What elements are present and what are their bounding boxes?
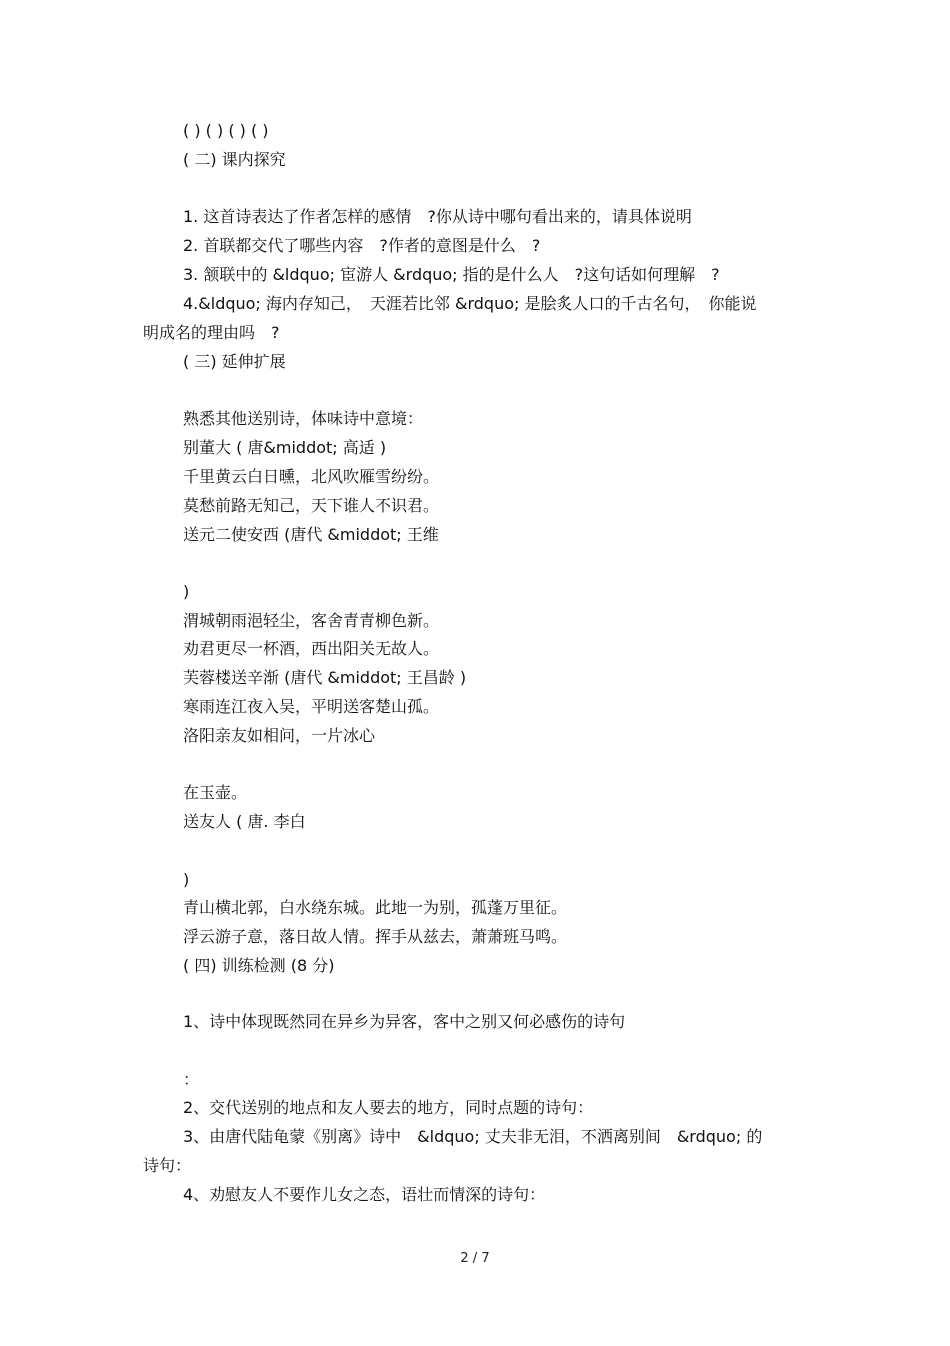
poem-4-title-close: )	[183, 870, 190, 889]
fill-blanks-line: ( ) ( ) ( ) ( )	[183, 121, 269, 140]
poem-2-title-close: )	[183, 582, 190, 601]
section-heading-extension: ( 三) 延伸扩展	[183, 352, 286, 371]
poem-3-line-2-continued: 在玉壶。	[183, 783, 248, 802]
section-heading-exercise: ( 四) 训练检测 (8 分)	[183, 956, 335, 975]
poem-4-title: 送友人 ( 唐. 李白	[183, 812, 306, 831]
page-number: 2 / 7	[460, 1251, 490, 1266]
poem-1-line-2: 莫愁前路无知己，天下谁人不识君。	[183, 496, 440, 515]
poem-4-line-1: 青山横北郭，白水绕东城。此地一为别，孤蓬万里征。	[183, 898, 568, 917]
question-2: 2. 首联都交代了哪些内容 ?作者的意图是什么 ?	[183, 236, 541, 255]
poem-4-line-2: 浮云游子意，落日故人情。挥手从兹去，萧萧班马鸣。	[183, 927, 568, 946]
poem-1-title: 别董大 ( 唐&middot; 高适 )	[183, 438, 387, 457]
exercise-3-continued: 诗句：	[143, 1156, 192, 1175]
exercise-2: 2、交代送别的地点和友人要去的地方，同时点题的诗句：	[183, 1098, 594, 1117]
question-1: 1. 这首诗表达了作者怎样的感情 ?你从诗中哪句看出来的，请具体说明	[183, 207, 692, 226]
question-4: 4.&ldquo; 海内存知己， 天涯若比邻 &rdquo; 是脍炙人口的千古名句， 你能说	[183, 294, 757, 313]
exercise-1-colon: ：	[183, 1070, 200, 1089]
exercise-3: 3、由唐代陆龟蒙《别离》诗中 &ldquo; 丈夫非无泪，不洒离别间 &rdquo; 的	[183, 1127, 763, 1146]
section-heading-inclass-inquiry: ( 二) 课内探究	[183, 150, 286, 169]
poem-2-line-1: 渭城朝雨浥轻尘，客舍青青柳色新。	[183, 611, 440, 630]
extension-intro: 熟悉其他送别诗，体味诗中意境：	[183, 409, 424, 428]
question-4-continued: 明成名的理由吗 ?	[143, 323, 280, 342]
exercise-1: 1、诗中体现既然同在异乡为异客，客中之别又何必感伤的诗句	[183, 1012, 626, 1031]
poem-2-title: 送元二使安西 (唐代 &middot; 王维	[183, 525, 439, 544]
poem-3-title: 芙蓉楼送辛渐 (唐代 &middot; 王昌龄 )	[183, 668, 467, 687]
poem-2-line-2: 劝君更尽一杯酒，西出阳关无故人。	[183, 639, 440, 658]
poem-1-line-1: 千里黄云白日曛，北风吹雁雪纷纷。	[183, 467, 440, 486]
poem-3-line-1: 寒雨连江夜入吴，平明送客楚山孤。	[183, 697, 440, 716]
exercise-4: 4、劝慰友人不要作儿女之态，语壮而情深的诗句：	[183, 1185, 546, 1204]
question-3: 3. 颔联中的 &ldquo; 宦游人 &rdquo; 指的是什么人 ?这句话如何理解 ?	[183, 265, 720, 284]
poem-3-line-2: 洛阳亲友如相问，一片冰心	[183, 726, 376, 745]
